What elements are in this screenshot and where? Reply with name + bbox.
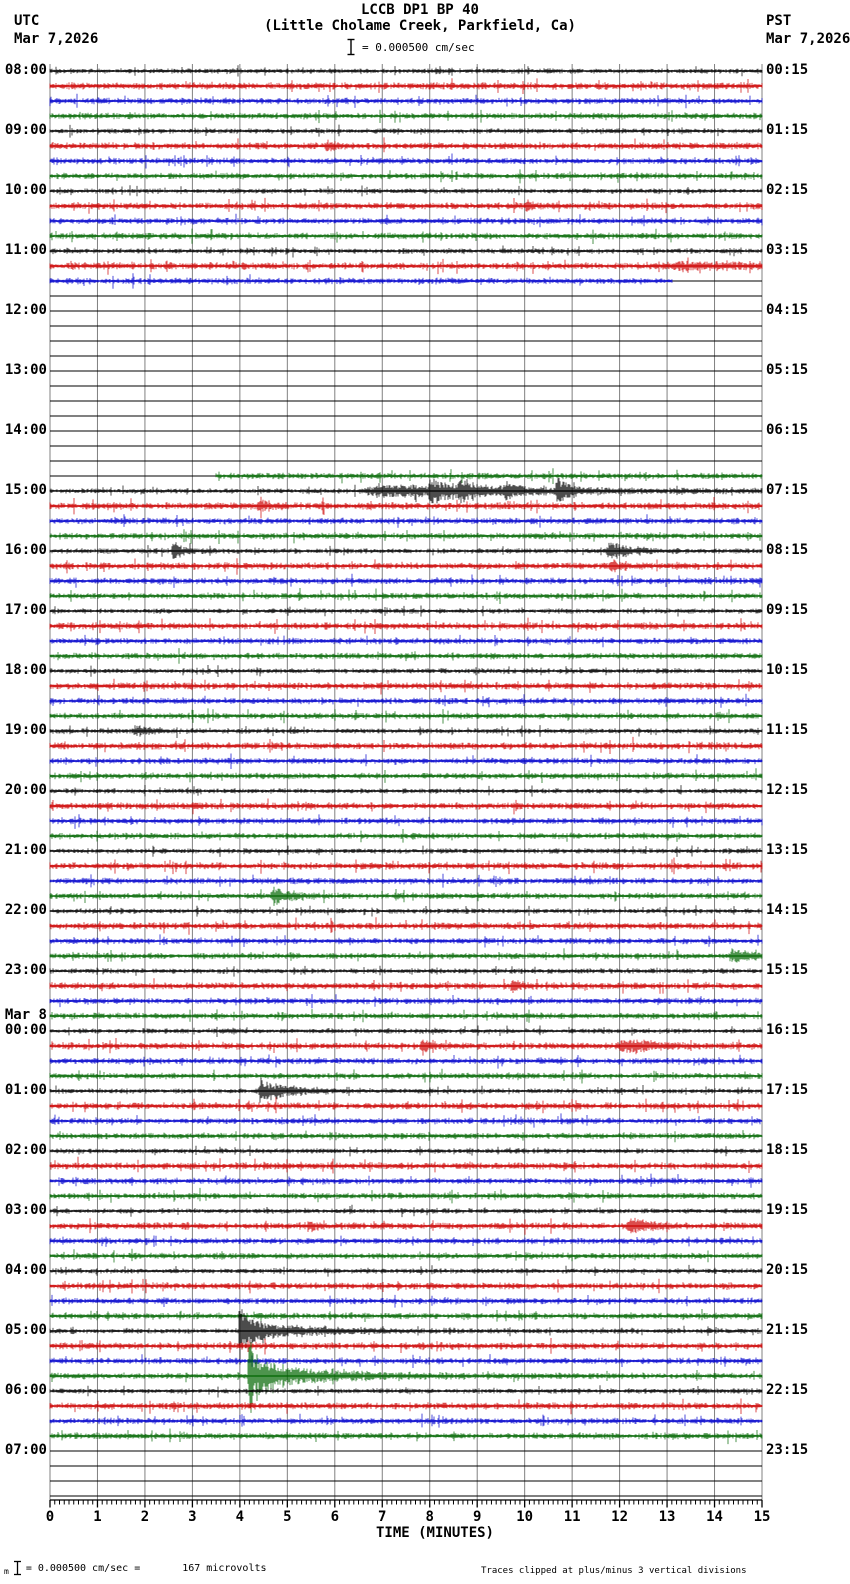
clip-note: Traces clipped at plus/minus 3 vertical divisions: [481, 1566, 747, 1576]
pst-date-label: Mar 7,2026: [766, 31, 850, 47]
utc-hour-label: 01:00: [4, 1082, 47, 1098]
pst-hour-label: 07:15: [766, 482, 809, 498]
station-subtitle: (Little Cholame Creek, Parkfield, Ca): [264, 18, 576, 34]
utc-hour-label: 21:00: [4, 842, 47, 858]
utc-hour-label: 20:00: [4, 782, 47, 798]
utc-label: UTC: [14, 13, 40, 29]
pst-hour-label: 02:15: [766, 182, 809, 198]
axis-tick-label: 10: [516, 1509, 534, 1525]
axis-tick-label: 7: [378, 1509, 387, 1525]
utc-hour-label: 14:00: [4, 422, 47, 438]
axis-title: TIME (MINUTES): [375, 1525, 495, 1541]
axis-tick-label: 8: [425, 1509, 434, 1525]
utc-hour-label: 17:00: [4, 602, 47, 618]
utc-hour-label: 07:00: [4, 1442, 47, 1458]
pst-hour-label: 11:15: [766, 722, 809, 738]
utc-hour-label: 18:00: [4, 662, 47, 678]
axis-tick-label: 14: [706, 1509, 723, 1525]
pst-hour-label: 01:15: [766, 122, 809, 138]
axis-tick-label: 13: [658, 1509, 676, 1525]
utc-hour-label: 23:00: [4, 962, 47, 978]
pst-hour-label: 16:15: [766, 1022, 809, 1038]
footer-scale-value: 167 microvolts: [182, 1562, 267, 1574]
pst-hour-label: 20:15: [766, 1262, 809, 1278]
pst-hour-label: 23:15: [766, 1442, 809, 1458]
scale-label: = 0.000500 cm/sec: [362, 40, 475, 54]
pst-hour-label: 05:15: [766, 362, 809, 378]
axis-tick-label: 0: [45, 1509, 55, 1525]
utc-hour-label: 05:00: [4, 1322, 47, 1338]
pst-hour-label: 10:15: [766, 662, 809, 678]
utc-hour-label: 10:00: [4, 182, 47, 198]
pst-hour-label: 08:15: [766, 542, 809, 558]
pst-hour-label: 17:15: [766, 1082, 809, 1098]
pst-hour-label: 15:15: [766, 962, 809, 978]
axis-tick-label: 2: [140, 1509, 150, 1525]
axis-tick-label: 9: [472, 1509, 482, 1525]
utc-hour-label: 22:00: [4, 902, 47, 918]
date-change-label: Mar 8: [4, 1007, 47, 1023]
utc-hour-label: 02:00: [4, 1142, 47, 1158]
utc-hour-label: 09:00: [4, 122, 47, 138]
utc-hour-label: 06:00: [4, 1382, 47, 1398]
scale-bar-icon: [13, 1560, 22, 1576]
utc-date-label: Mar 7,2026: [14, 31, 99, 47]
pst-hour-label: 09:15: [766, 602, 809, 618]
pst-hour-label: 14:15: [766, 902, 809, 918]
axis-tick-label: 12: [611, 1509, 629, 1525]
axis-tick-label: 15: [753, 1509, 771, 1525]
axis-tick-label: 1: [93, 1509, 102, 1525]
utc-hour-label: 12:00: [4, 302, 47, 318]
pst-hour-label: 12:15: [766, 782, 809, 798]
pst-hour-label: 18:15: [766, 1142, 809, 1158]
utc-hour-label: 11:00: [4, 242, 47, 258]
axis-tick-label: 4: [235, 1509, 245, 1525]
utc-hour-label: 16:00: [4, 542, 47, 558]
utc-hour-label: 08:00: [4, 62, 47, 78]
footer-scale-prefix: m: [4, 1567, 9, 1576]
pst-hour-label: 03:15: [766, 242, 809, 258]
pst-hour-label: 13:15: [766, 842, 809, 858]
axis-tick-label: 6: [330, 1509, 340, 1525]
utc-hour-label: 04:00: [4, 1262, 47, 1278]
pst-hour-label: 19:15: [766, 1202, 809, 1218]
axis-tick-label: 3: [188, 1509, 197, 1525]
footer-scale-label: = 0.000500 cm/sec =: [25, 1562, 141, 1574]
pst-hour-label: 22:15: [766, 1382, 809, 1398]
pst-hour-label: 04:15: [766, 302, 809, 318]
station-title: LCCB DP1 BP 40: [360, 2, 479, 18]
footer-scale: [4, 1560, 267, 1576]
pst-hour-label: 06:15: [766, 422, 809, 438]
axis-tick-label: 5: [283, 1509, 292, 1525]
pst-hour-label: 00:15: [766, 62, 809, 78]
pst-hour-label: 21:15: [766, 1322, 809, 1338]
utc-hour-label: 15:00: [4, 482, 47, 498]
utc-hour-label: 00:00: [4, 1022, 47, 1038]
utc-hour-label: 13:00: [4, 362, 47, 378]
utc-hour-label: 19:00: [4, 722, 47, 738]
axis-tick-label: 11: [563, 1509, 581, 1525]
pst-label: PST: [766, 13, 792, 29]
utc-hour-label: 03:00: [4, 1202, 47, 1218]
